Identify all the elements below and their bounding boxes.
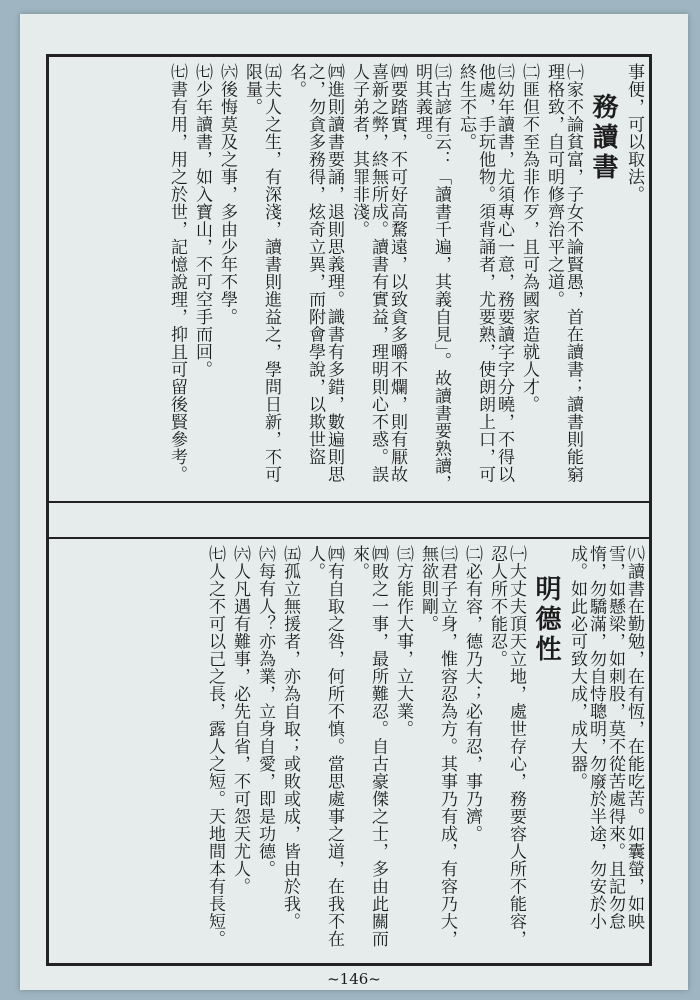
paragraph: ㈥每有人？亦為業，立身自愛，即是功德。 <box>255 545 275 878</box>
carryover-text: ㈧讀書在勤勉，在有恆，在能吃苦。如囊螢，如映雪，如懸梁，如刺股，莫不從苦處得來。且記勿怠惰，勿驕滿，勿自恃聰明，勿廢於半途，勿安於小成。如此必可致大成，成大器。 <box>567 545 644 930</box>
section-title: 明德性 <box>531 575 561 665</box>
top-section <box>49 57 649 503</box>
book-page <box>20 14 688 990</box>
paragraph: ㈠家不論貧富，子女不論賢愚，首在讀書；讀書則能窮理格致，自可明修齊治平之道。 <box>544 63 583 483</box>
paragraph: ㈣進則讀書要誦，退則思義理。識書有多錯，數遍則思之，勿貪多務得，炫奇立異，而附會學說，以欺世盜名。 <box>286 63 344 483</box>
paragraph: ㈢方能作大事，立大業。 <box>393 545 413 738</box>
paragraph: ㈤孤立無援者，亦為自取；或敗或成，皆由於我。 <box>280 545 300 930</box>
paragraph: ㈦少年讀書，如入寶山，不可空手而回。 <box>192 63 212 378</box>
paragraph: ㈠大丈夫頂天立地，處世存心，務要容人所不能容，忍人所不能忍。 <box>487 545 526 948</box>
paragraph: ㈣敗之一事，最所難忍。自古豪傑之士，多由此關而來。 <box>349 545 388 948</box>
paragraph: ㈦人之不可以己之長，露人之短。天地間本有長短。 <box>205 545 225 948</box>
paragraph: ㈡必有容，德乃大；必有忍，事乃濟。 <box>462 545 482 843</box>
paragraph: ㈢幼年讀書，尤須專心一意，務要讀字字分曉，不得以他處，手玩他物。須背誦者，尤要熟，使朗朗上口，可終生不忘。 <box>456 63 514 483</box>
paragraph: ㈣有自取之咎，何所不慎。當思處事之道，在我不在人。 <box>305 545 344 948</box>
paragraph: ㈢君子立身，惟容忍為方。其事乃有成，有容乃大，無欲則剛。 <box>418 545 457 948</box>
paragraph: ㈤夫人之生，有深淺，讀書則進益之，學問日新，不可限量。 <box>242 63 281 483</box>
paragraph: ㈣要踏實，不可好高騖遠，以致貪多嚼不爛，則有厭故喜新之弊，終無所成。讀書有實益，理明則心不惑。誤人子弟者，其罪非淺。 <box>349 63 407 483</box>
page-number: ~146~ <box>327 970 381 988</box>
divider-band <box>49 503 649 539</box>
paragraph: ㈥後悔莫及之事，多由少年不學。 <box>217 63 237 326</box>
paragraph: ㈦書有用，用之於世，記憶說理，抑且可留後賢參考。 <box>167 63 187 483</box>
bottom-section <box>49 539 649 963</box>
paragraph: ㈡匪但不至為非作歹，且可為國家造就人才。 <box>519 63 539 413</box>
carryover-text: 事便，可以取法。 <box>624 63 644 203</box>
paragraph: ㈢古諺有云：「讀書千遍，其義自見」。故讀書要熟讀，明其義理。 <box>412 63 451 492</box>
section-title: 務讀書 <box>588 93 618 183</box>
text-frame <box>46 54 652 966</box>
paragraph: ㈥人凡遇有難事，必先自省，不可怨天尤人。 <box>230 545 250 895</box>
